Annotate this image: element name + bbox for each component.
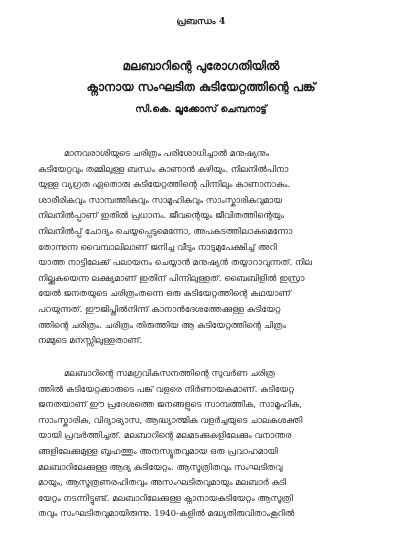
text-line: യേറ്റം നടന്നിട്ടുണ്ട്. മലബാറിലേക്കുള്ള ക്നാനായകുടിയേറ്റം ആസൂത്രി (38, 493, 293, 504)
text-line: യാത്ത നാട്ടിലേക്ക് പലായനം ചെയ്യാൻ മനുഷ്യൻ തയ്യാറാവുന്നത്. നില (38, 258, 312, 269)
text-line: യുള്ള വ്യഗ്രത ഏതൊരു കുടിയേറ്റത്തിന്റെ പിന്നിലും കാണാനാകും. (38, 180, 291, 191)
text-line: ജനതയാണ് ഈ പ്രദേശത്തെ ജനങ്ങളുടെ സാമ്പത്തിക, സാമൂഹിക, (38, 400, 302, 411)
title-line-1: മലബാറിന്റെ പുരോഗതിയിൽ (122, 59, 280, 73)
body-paragraph-2 (38, 367, 374, 523)
text-line: നമ്മുടെ മനസ്സിലുള്ളതാണ്. (38, 336, 143, 347)
text-line: സാംസ്കാരിക, വിദ്യാഭ്യാസ, ആദ്ധ്യാത്മിക വളർച്ചയുടെ ചാലകശക്തി (38, 415, 303, 426)
text-line: കുടിയേറ്റവും തമ്മിലുള്ള ബന്ധം കാണാൻ കഴിയും. നിലനിൽപിനാ (38, 164, 289, 175)
essay-number-label: പ്രബന്ധം 4 (176, 17, 226, 27)
text-line: ത്തിന്റെ ചരിത്രം. ചരിത്രം തിരുത്തിയ ആ കുടിയേറ്റത്തിന്റെ ചിത്രം (38, 320, 287, 331)
text-line: ങ്ങളിലേക്കുമുള്ള ബൃഹത്തും അനസ്യൂതവുമായ ഒരു പ്രവാഹമായി (38, 446, 278, 457)
text-line: യായി പ്രവർത്തിച്ചത്. മലബാറിന്റെ മലമടക്കുകളിലേക്കും വനാന്തര (38, 431, 292, 442)
text-line: തോന്നുന്ന വൈമ്പാലിലാണ് ജനിച്ച വീടും നാടുമുപേക്ഷിച്ച് അറി (38, 242, 277, 253)
text-line: ത്തിൽ കുടിയേറ്റക്കാരുടെ പങ്ക് വളരെ നിർണായകമാണ്. കുടിയേറ്റ (38, 384, 294, 395)
body-paragraph-1 (38, 147, 374, 350)
text-line: യേൽ ജനതയുടെ ചരിത്രംതന്നെ ഒരു കുടിയേറ്റത്തിന്റെ കഥയാണ് (38, 289, 291, 300)
text-line: മലബാറിന്റെ സമഗ്രവികസനത്തിന്റെ സുവർണ ചരിത്ര (64, 369, 275, 379)
text-line: മലബാറിലേക്കുള്ള ആദ്യ കുടിയേറ്റം. ആസൂത്രിതവും സംഘടിതവു (38, 462, 283, 473)
text-line: തവും സംഘടിതവുമായിരുന്നു. 1940-കളിൽ മദ്ധ്യതിരുവിതാംകൂറിൽ (38, 509, 295, 520)
text-line: പറയുന്നത്. ഈജിപ്തിൽനിന്ന് കാനാൻദേശത്തേക്കുള്ള കുടിയേറ്റ (38, 304, 281, 315)
author-name: സി.കെ. ലൂക്കോസ് ചെമ്പനാട്ട് (135, 104, 267, 115)
title-line-2: ക്നാനായ സംഘടിത കുടിയേറ്റത്തിന്റെ പങ്ക് (86, 80, 316, 94)
text-line: മായും, ആസൂത്രണരഹിതവും അസംഘടിതവുമായും മലബാർ കുടി (38, 478, 287, 489)
text-line: മാനവരാശിയുടെ ചരിത്രം പരിശോധിച്ചാൽ മനുഷ്യനും (64, 149, 270, 159)
text-line: നിലനിൽപ്പ് ചോദ്യം ചെയ്യപ്പെടുമെന്നോ, അപകടത്തിലാകുമെന്നോ (38, 226, 293, 237)
text-line: നില്ക്കുകയെന്ന ലക്ഷ്യമാണ് ഇതിന് പിന്നിലുള്ളത്. ബൈബിളിൽ ഇസ്രാ (38, 273, 305, 284)
text-line: നിലനിൽപ്പാണ് ഇതിൽ പ്രധാനം. ജീവന്റെയും ജീവിതത്തിന്റെയും (38, 211, 285, 222)
text-line: ശാരീരികവും സാമ്പത്തികവും സാമൂഹികവും സാംസ്കാരികവുമായ (38, 195, 283, 206)
